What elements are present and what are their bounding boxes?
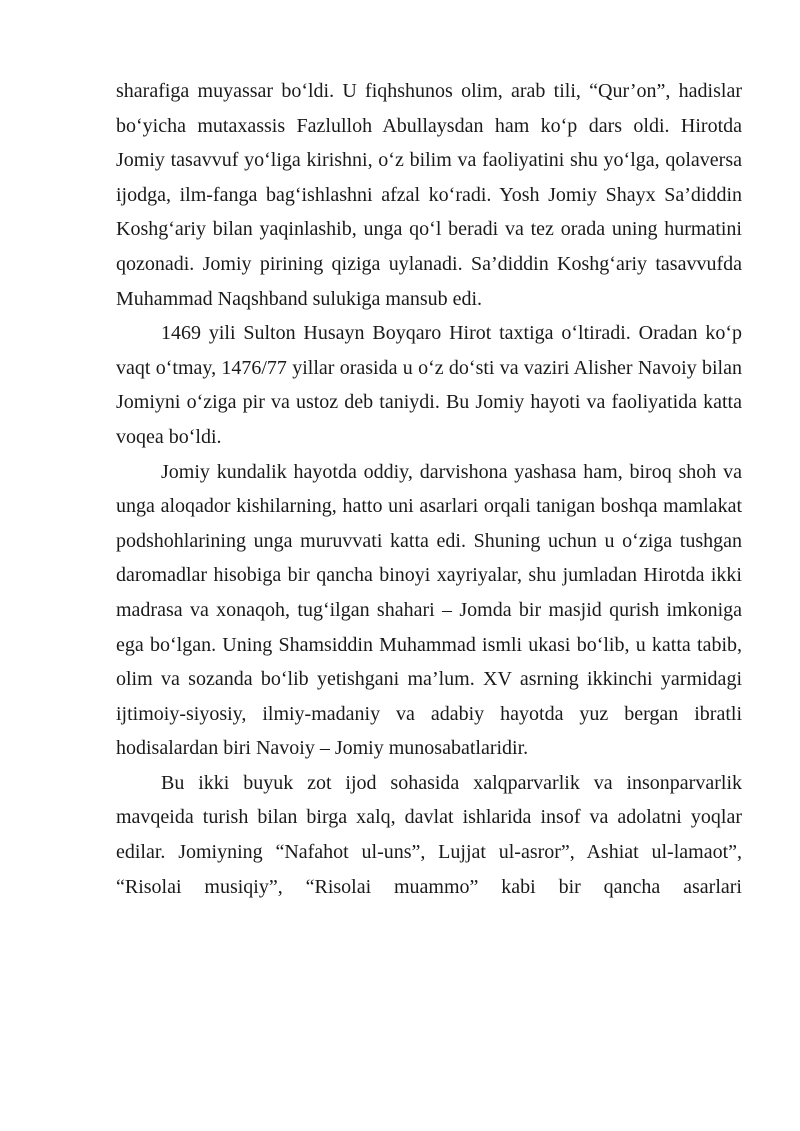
paragraph-4: Bu ikki buyuk zot ijod sohasida xalqparvarlik va insonparvarlik mavqeida turish bilan birga xalq, davlat ishlarida insof va adolatni yoqlar edilar. Jomiyning “Nafahot ul-uns”, Lujjat ul-asror”, Ashiat ul-lamaot”, “Risolai musiqiy”, “Risolai muammo” kabi bir qancha asarlari [116, 771, 742, 898]
paragraph-3: Jomiy kundalik hayotda oddiy, darvishona yashasa ham, biroq shoh va unga aloqador kishilarning, hatto uni asarlari orqali tanigan boshqa mamlakat podshohlarining unga muruvvati katta edi. Shuning uchun u oʻziga tushgan daromadlar hisobiga bir qancha binoyi xayriyalar, shu jumladan Hirotda ikki madrasa va xonaqoh, tugʻilgan shahari – Jomda bir masjid qurish imkoniga ega boʻlgan. Uning Shamsiddin Muhammad ismli ukasi boʻlib, u katta tabib, olim va sozanda boʻlib yetishgani ma’lum. XV asrning ikkinchi yarmidagi ijtimoiy-siyosiy, ilmiy-madaniy va adabiy hayotda yuz bergan ibratli hodisalardan biri Navoiy – Jomiy munosabatlaridir. [116, 460, 742, 760]
paragraph-1: sharafiga muyassar boʻldi. U fiqhshunos olim, arab tili, “Qur’on”, hadislar boʻyicha mutaxassis Fazlulloh Abullaysdan ham koʻp dars oldi. Hirotda Jomiy tasavvuf yoʻliga kirishni, oʻz bilim va faoliyatini shu yoʻlga, qolaversa ijodga, ilm-fanga bagʻishlashni afzal koʻradi. Yosh Jomiy Shayx Sa’diddin Koshgʻariy bilan yaqinlashib, unga qoʻl beradi va tez orada uning hurmatini qozonadi. Jomiy pirining qiziga uylanadi. Sa’diddin Koshgʻariy tasavvufda Muhammad Naqshband sulukiga mansub edi. [116, 80, 742, 310]
paragraph-2: 1469 yili Sulton Husayn Boyqaro Hirot taxtiga oʻltiradi. Oradan koʻp vaqt oʻtmay, 1476/77 yillar orasida u oʻz doʻsti va vaziri Alisher Navoiy bilan Jomiyni oʻziga pir va ustoz deb taniydi. Bu Jomiy hayoti va faoliyatida katta voqea boʻldi. [116, 322, 742, 448]
